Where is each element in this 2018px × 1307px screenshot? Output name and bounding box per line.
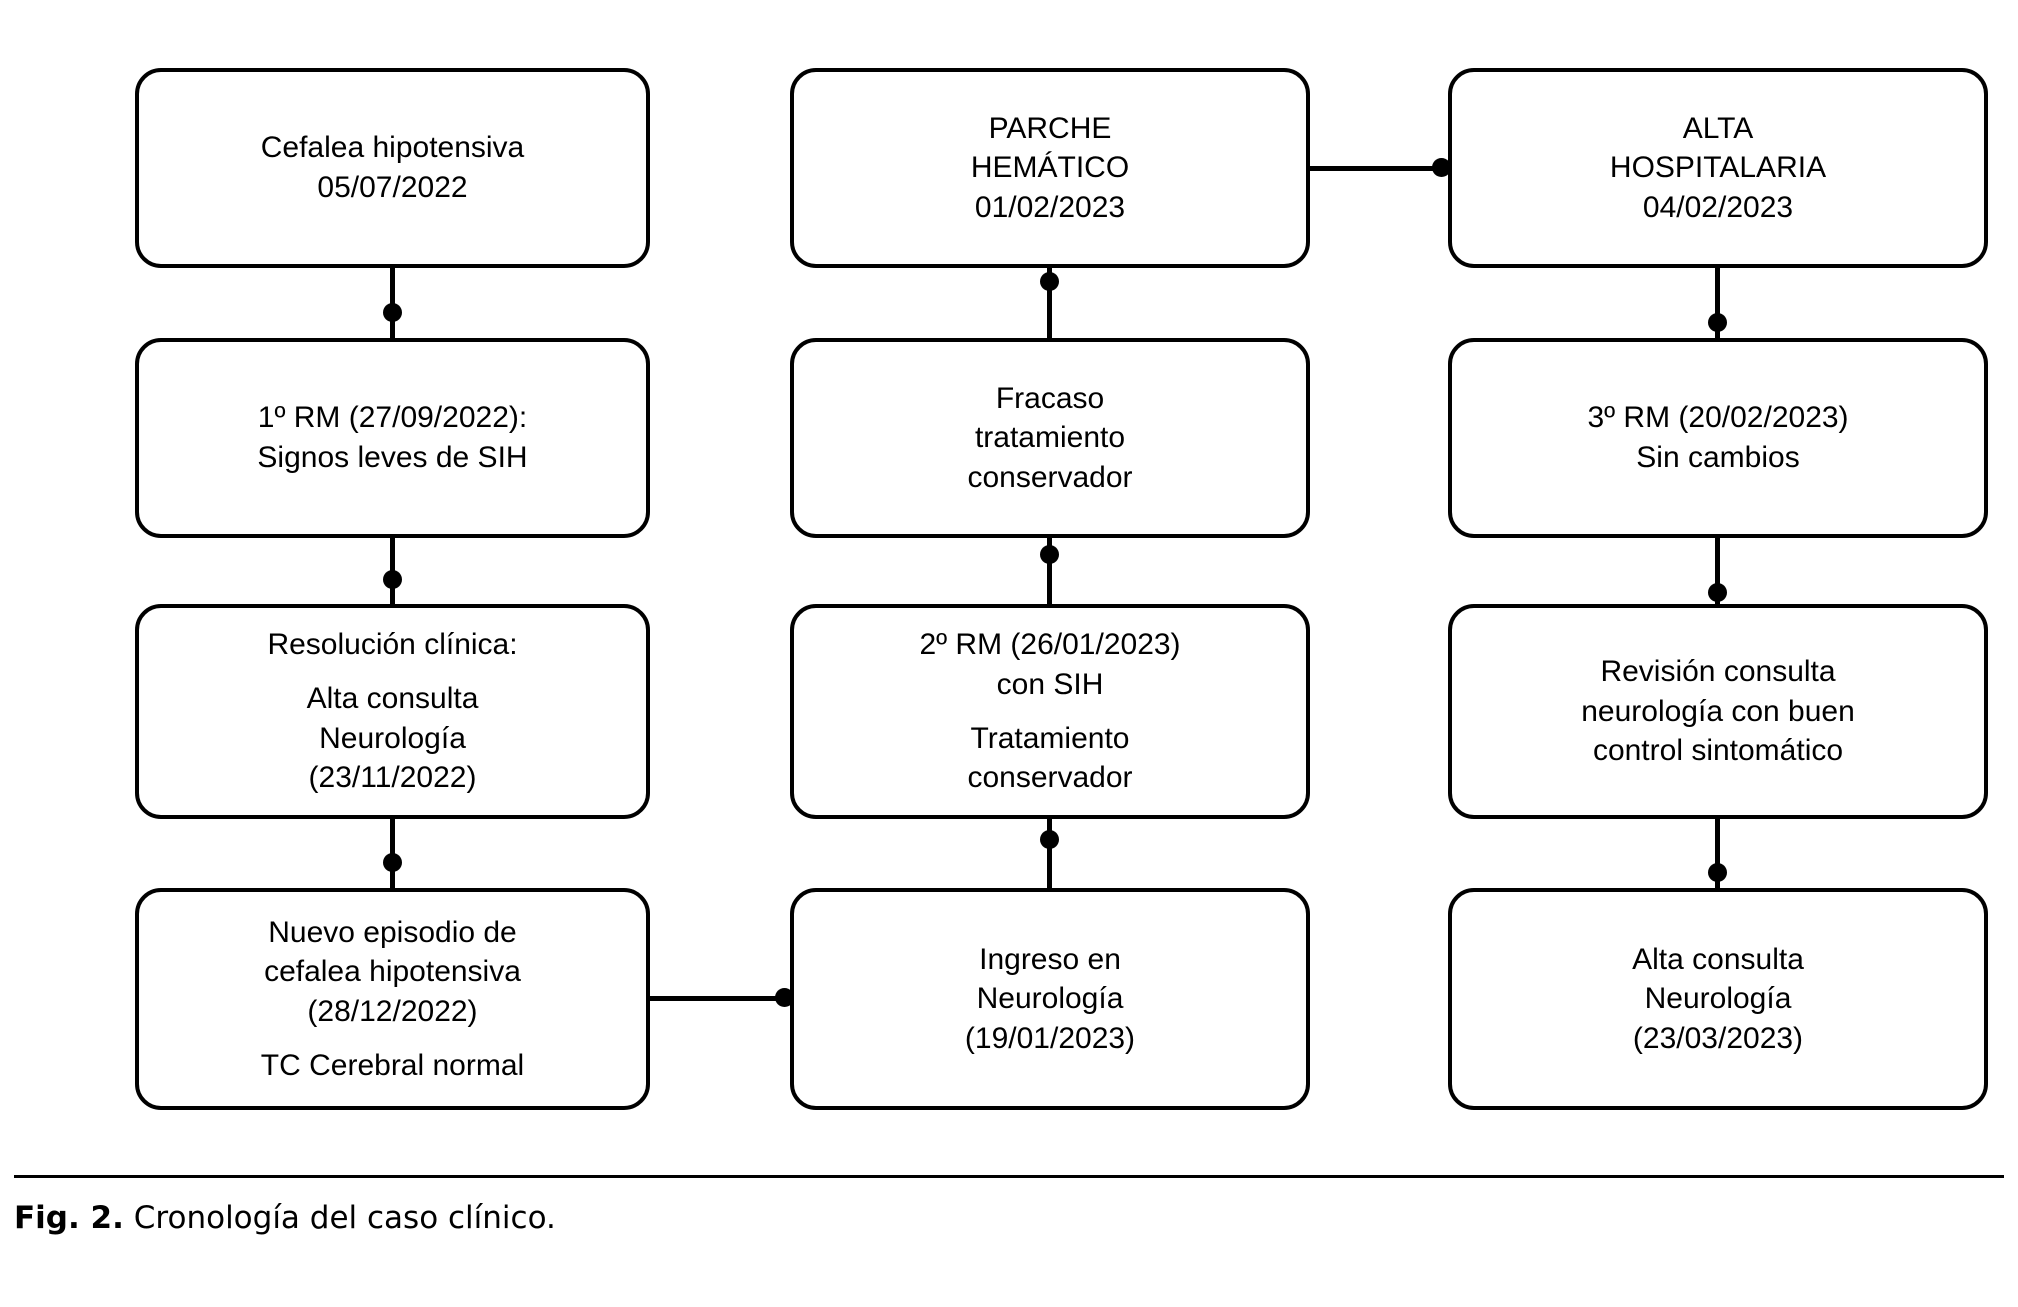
node-line: 1º RM (27/09/2022): [257, 401, 528, 435]
connector-n4-n8 [645, 996, 795, 1001]
connector-dot-n4-n8 [775, 988, 794, 1007]
caption-label: Fig. 2. [14, 1200, 124, 1236]
node-line: Neurología [1644, 982, 1792, 1016]
connector-n8-n7 [1047, 813, 1052, 894]
figure-caption [14, 1200, 556, 1236]
node-line: Tratamiento [970, 721, 1130, 755]
node-line: Revisión consulta [1600, 655, 1836, 689]
caption-divider [14, 1175, 2004, 1178]
flow-node-parche-hematico[interactable] [790, 68, 1310, 268]
node-line: (19/01/2023) [964, 1021, 1136, 1055]
connector-dot-n3-n4 [383, 853, 402, 872]
node-line: Fracaso [995, 381, 1105, 415]
node-line: HOSPITALARIA [1609, 151, 1827, 185]
flow-node-segunda-rm[interactable] [790, 604, 1310, 819]
node-line: Sin cambios [1636, 441, 1800, 474]
connector-n7-n6 [1047, 532, 1052, 610]
node-line: Nuevo episodio de [268, 915, 517, 949]
node-line: Alta consulta [306, 681, 479, 715]
connector-n5-n9 [1305, 166, 1453, 171]
node-line: 05/07/2022 [317, 171, 468, 204]
node-line: neurología con buen [1581, 694, 1855, 728]
caption-text: Cronología del caso clínico. [123, 1200, 556, 1236]
node-line: control sintomático [1592, 734, 1844, 768]
node-line: 3º RM (20/02/2023) [1587, 401, 1849, 435]
node-line: Ingreso en [979, 942, 1121, 976]
connector-dot-n9-n10 [1708, 313, 1727, 332]
flow-node-fracaso-tratamiento[interactable] [790, 338, 1310, 538]
node-line: TC Cerebral normal [260, 1048, 525, 1082]
node-line: Cefalea hipotensiva [260, 131, 525, 165]
node-line: Neurología [319, 721, 466, 755]
flow-node-revision-consulta[interactable] [1448, 604, 1988, 819]
node-line: HEMÁTICO [970, 151, 1130, 185]
node-line: 2º RM (26/01/2023) [919, 628, 1181, 662]
node-line: cefalea hipotensiva [264, 955, 521, 989]
node-line: (23/11/2022) [308, 761, 477, 795]
connector-dot-n8-n7 [1040, 830, 1059, 849]
node-line: tratamiento [974, 421, 1126, 455]
flow-node-nuevo-episodio[interactable] [135, 888, 650, 1110]
node-line: (28/12/2022) [307, 995, 478, 1028]
connector-dot-n1-n2 [383, 303, 402, 322]
node-line: 01/02/2023 [974, 190, 1126, 224]
node-line: Resolución clínica: [267, 628, 518, 662]
connector-dot-n10-n11 [1708, 583, 1727, 602]
node-line: (23/03/2023) [1632, 1021, 1804, 1055]
flow-node-cefalea-hipotensiva[interactable] [135, 68, 650, 268]
node-line: Neurología [976, 982, 1124, 1016]
node-line: con SIH [996, 667, 1104, 701]
node-line: Signos leves de SIH [257, 441, 528, 474]
connector-dot-n11-n12 [1708, 863, 1727, 882]
flow-node-resolucion-clinica[interactable] [135, 604, 650, 819]
connector-dot-n2-n3 [383, 570, 402, 589]
flow-node-alta-hospitalaria[interactable] [1448, 68, 1988, 268]
flow-node-tercera-rm[interactable] [1448, 338, 1988, 538]
node-line: conservador [967, 761, 1133, 795]
node-line: conservador [967, 460, 1133, 494]
node-line: Alta consulta [1632, 942, 1804, 976]
node-line: ALTA [1682, 111, 1754, 145]
flow-node-alta-consulta[interactable] [1448, 888, 1988, 1110]
flow-node-ingreso-neurologia[interactable] [790, 888, 1310, 1110]
connector-dot-n7-n6 [1040, 545, 1059, 564]
connector-dot-n6-n5 [1040, 272, 1059, 291]
node-line: 04/02/2023 [1642, 190, 1794, 224]
connector-dot-n5-n9 [1432, 158, 1451, 177]
node-line: PARCHE [988, 111, 1112, 145]
flow-node-primera-rm[interactable] [135, 338, 650, 538]
